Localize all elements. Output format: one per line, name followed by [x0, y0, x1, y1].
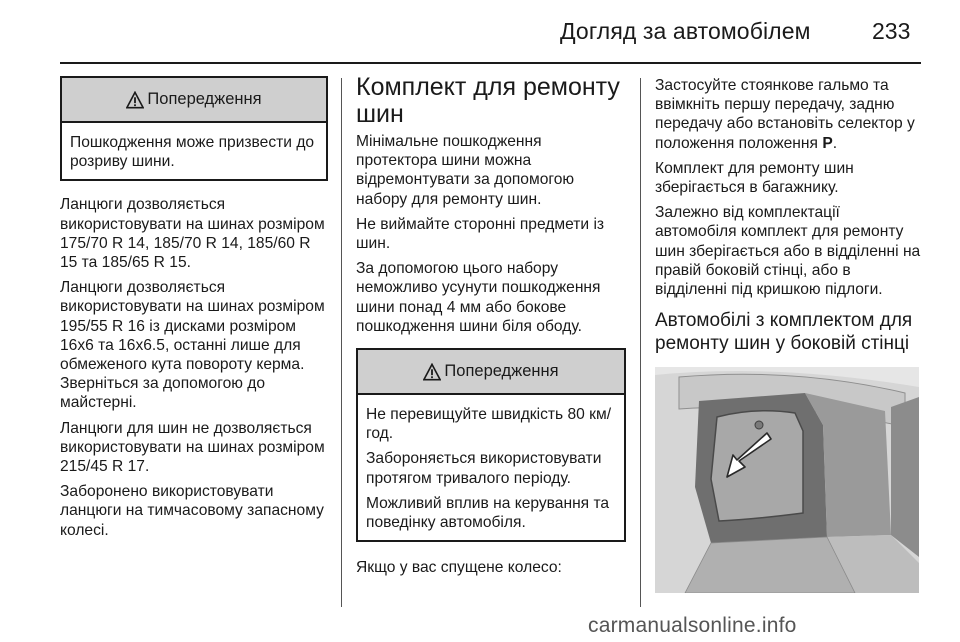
warning-box	[356, 348, 626, 542]
page-number: 233	[872, 18, 911, 44]
paragraph: Заборонено використовувати ланцюги на тимчасовому запасному колесі.	[60, 483, 324, 539]
warning-header	[62, 78, 326, 123]
warning-box	[60, 76, 328, 181]
warning-text: Забороняється використовувати протягом тривалого періоду.	[366, 450, 602, 487]
trunk-side-compartment-illustration	[655, 367, 919, 593]
warning-body	[358, 395, 624, 540]
warning-text: Пошкодження може призвести до розриву шини.	[70, 134, 315, 171]
paragraph	[655, 76, 925, 153]
paragraph: Залежно від комплектації автомобіля комплект для ремонту шин зберігається або в відділенні на правій боковій стінці, або в відділенні під кришкою підлоги.	[655, 204, 921, 299]
warning-triangle-icon	[423, 363, 441, 381]
paragraph: Мінімальне пошкодження протектора шини можна відремонтувати за допомогою набору для ремонту шин.	[356, 133, 575, 208]
section-heading: Комплект для ремонту шин	[356, 73, 620, 128]
paragraph: Не виймайте сторонні предмети із шин.	[356, 215, 605, 253]
warning-triangle-icon	[126, 91, 144, 109]
subsection-heading: Автомобілі з комплектом для ремонту шин у боковій стінці	[655, 310, 913, 355]
header-rule	[60, 62, 921, 64]
warning-title: Попередження	[444, 361, 559, 380]
column-divider	[341, 78, 342, 607]
gear-position-p: P	[822, 134, 833, 152]
watermark: carmanualsonline.info	[588, 614, 797, 637]
column-left	[60, 76, 328, 546]
paragraph: Комплект для ремонту шин зберігається в багажнику.	[655, 159, 854, 197]
paragraph: За допомогою цього набору неможливо усунути пошкодження шини понад 4 мм або бокове пошкодження шини біля ободу.	[356, 260, 601, 335]
paragraph-end: .	[832, 134, 838, 152]
warning-header	[358, 350, 624, 395]
paragraph: Якщо у вас спущене колесо:	[356, 559, 562, 577]
paragraph: Ланцюги дозволяється використовувати на шинах розміром 175/70 R 14, 185/70 R 14, 185/60 R 15 та 185/65 R 15.	[60, 196, 325, 272]
column-divider	[640, 78, 641, 607]
paragraph: Ланцюги дозволяється використовувати на шинах розміром 195/55 R 16 із дисками розміром 16x6 та 16x6.5, останні лише для обмеженого кута повороту керма. Зверніться за допомогою до майстерні.	[60, 279, 325, 412]
warning-text: Можливий вплив на керування та поведінку автомобіля.	[366, 494, 610, 532]
column-middle	[356, 73, 626, 583]
warning-title: Попередження	[147, 89, 262, 108]
warning-body	[62, 123, 326, 179]
paragraph: Ланцюги для шин не дозволяється використовувати на шинах розміром 215/45 R 17.	[60, 419, 325, 476]
warning-text: Не перевищуйте швидкість 80 км/год.	[366, 406, 612, 443]
page-header-title: Догляд за автомобілем	[560, 18, 811, 44]
column-right	[655, 76, 925, 593]
trunk-illustration-svg	[655, 367, 919, 593]
paragraph-text: Застосуйте стоянкове гальмо та ввімкніть першу передачу, задню передачу або встановіть селектор у положення положення	[655, 77, 915, 152]
